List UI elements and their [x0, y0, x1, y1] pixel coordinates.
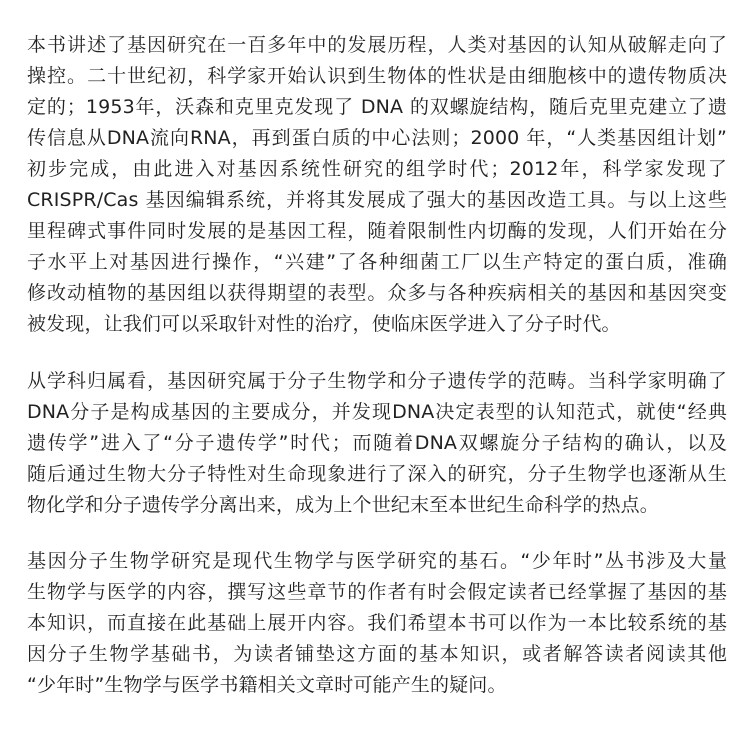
text-line: 随后通过生物大分子特性对生命现象进行了深入的研究，分子生物学也逐渐从生	[27, 463, 727, 485]
text-line: 遗传学”进入了“分子遗传学”时代；而随着DNA双螺旋分子结构的确认，以及	[27, 432, 727, 454]
text-line: 物化学和分子遗传学分离出来，成为上个世纪末至本世纪生命科学的热点。	[27, 494, 659, 516]
text-line: 被发现，让我们可以采取针对性的治疗，使临床医学进入了分子时代。	[27, 313, 621, 335]
text-line: 操控。二十世纪初，科学家开始认识到生物体的性状是由细胞核中的遗传物质决	[27, 65, 727, 87]
text-line: 初步完成，由此进入对基因系统性研究的组学时代；2012年，科学家发现了	[27, 158, 727, 180]
text-line: 因分子生物学基础书，为读者铺垫这方面的基本知识，或者解答读者阅读其他	[27, 643, 727, 665]
text-line: 本知识，而直接在此基础上展开内容。我们希望本书可以作为一本比较系统的基	[27, 612, 727, 634]
text-line: 本书讲述了基因研究在一百多年中的发展历程，人类对基因的认知从破解走向了	[27, 34, 727, 56]
text-line: 生物学与医学的内容，撰写这些章节的作者有时会假定读者已经掌握了基因的基	[27, 581, 727, 603]
text-line: 基因分子生物学研究是现代生物学与医学研究的基石。“少年时”丛书涉及大量	[27, 550, 727, 572]
paragraph-gene-research-history	[27, 30, 727, 340]
text-line: 子水平上对基因进行操作，“兴建”了各种细菌工厂以生产特定的蛋白质，准确	[27, 251, 727, 273]
text-line: 从学科归属看，基因研究属于分子生物学和分子遗传学的范畴。当科学家明确了	[27, 370, 727, 392]
paragraph-book-purpose	[27, 546, 727, 701]
text-line: “少年时”生物学与医学书籍相关文章时可能产生的疑问。	[27, 674, 507, 696]
text-line: CRISPR/Cas 基因编辑系统，并将其发展成了强大的基因改造工具。与以上这些	[27, 189, 727, 211]
text-line: 修改动植物的基因组以获得期望的表型。众多与各种疾病相关的基因和基因突变	[27, 282, 727, 304]
text-line: 定的；1953年，沃森和克里克发现了 DNA 的双螺旋结构，随后克里克建立了遗	[27, 96, 727, 118]
text-line: 里程碑式事件同时发展的是基因工程，随着限制性内切酶的发现，人们开始在分	[27, 220, 727, 242]
text-line: DNA分子是构成基因的主要成分，并发现DNA决定表型的认知范式，就使“经典	[27, 401, 727, 423]
paragraph-discipline	[27, 366, 727, 521]
text-line: 传信息从DNA流向RNA，再到蛋白质的中心法则；2000 年，“人类基因组计划”	[27, 127, 727, 149]
